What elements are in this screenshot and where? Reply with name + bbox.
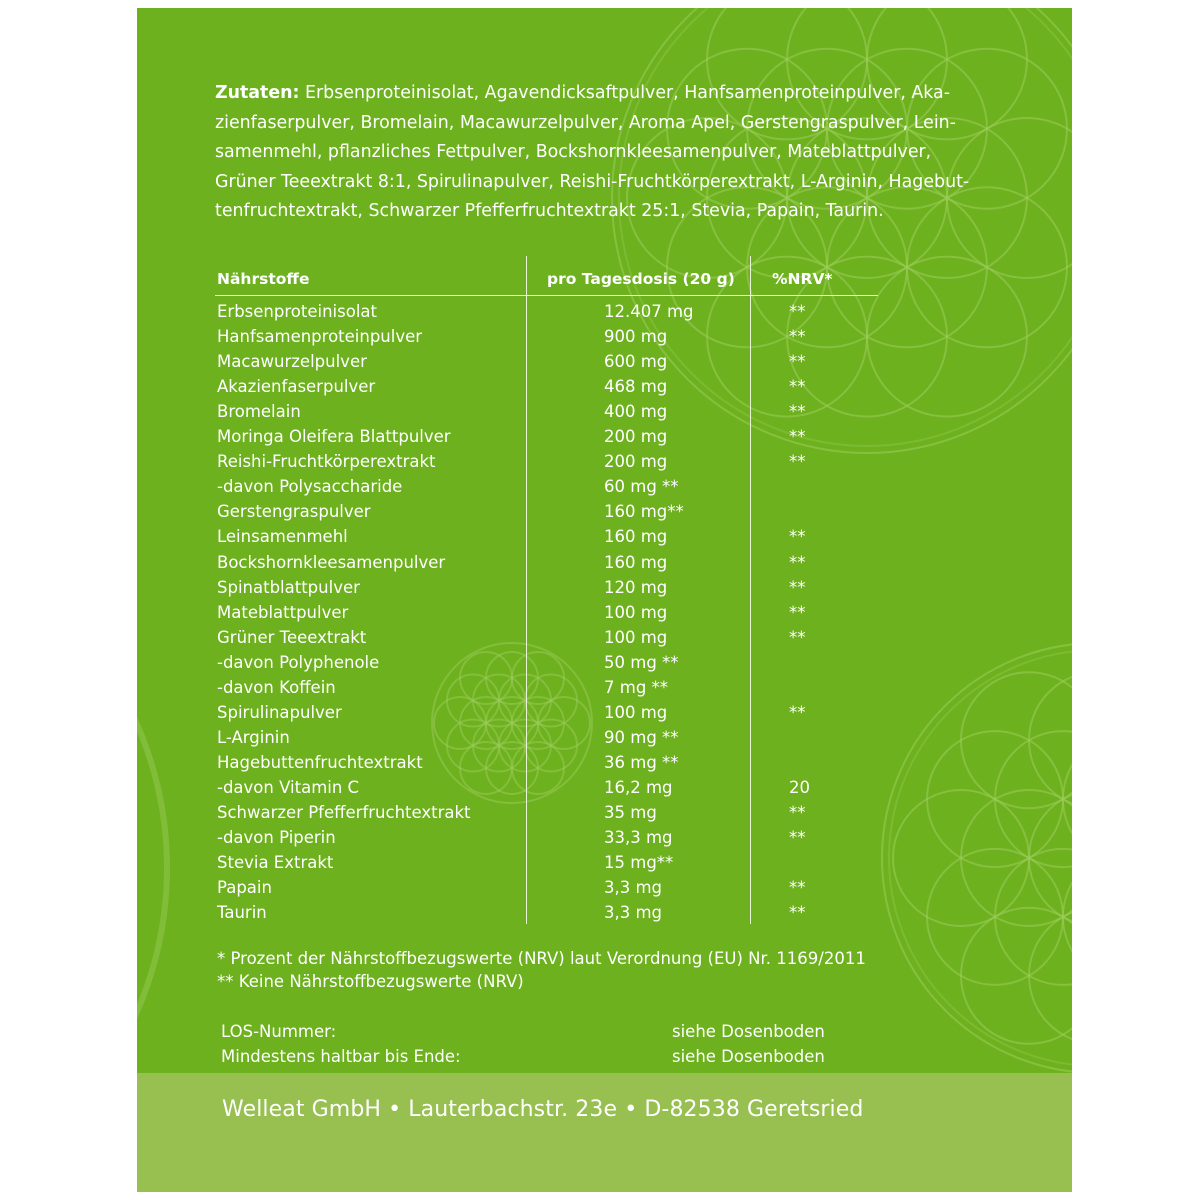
table-row [137,377,1072,402]
nrv-value: ** [789,828,806,848]
nutrient-name: Moringa Oleifera Blattpulver [217,427,451,447]
dose-value: 33,3 mg [604,828,673,848]
nrv-value: ** [789,702,806,722]
nutrient-name: L-Arginin [217,727,290,747]
nrv-value: ** [789,878,806,898]
nrv-value: ** [789,627,806,647]
nrv-value: ** [789,427,806,447]
dose-value: 160 mg [604,552,668,572]
table-row [137,728,1072,753]
dose-value: 100 mg [604,602,668,622]
table-row [137,878,1072,903]
nutrient-name: Hanfsamenproteinpulver [217,327,423,347]
ingredients-line: Grüner Teeextrakt 8:1, Spirulinapulver, Reishi-Fruchtkörperextrakt, L-Arginin, Hagebut- [215,171,970,192]
dose-value: 15 mg** [604,853,674,873]
dose-value: 3,3 mg [604,878,663,898]
nrv-value: ** [789,903,806,923]
dose-value: 600 mg [604,352,668,372]
table-row [137,402,1072,427]
nutrient-name: Leinsamenmehl [217,527,348,547]
nrv-value: ** [789,602,806,622]
nutrient-name: Papain [217,878,272,898]
nutrient-name: Schwarzer Pfefferfruchtextrakt [217,803,471,822]
footnote-no-nrv: ** Keine Nährstoffbezugswerte (NRV) [217,972,524,991]
nrv-value: ** [789,527,806,547]
table-row [137,452,1072,477]
header-nrv: %NRV* [772,270,833,288]
header-nutrients: Nährstoffe [217,270,310,288]
table-row [137,527,1072,552]
table-row [137,553,1072,578]
ingredients-line: Erbsenproteinisolat, Agavendicksaftpulver, Hanfsamenproteinpulver, Aka- [299,83,950,103]
dose-value: 160 mg [604,527,668,547]
nrv-value: ** [789,452,806,472]
dose-value: 90 mg ** [604,727,679,747]
footnote-nrv: * Prozent der Nährstoffbezugswerte (NRV) laut Verordnung (EU) Nr. 1169/2011 [217,949,866,968]
nutrient-name: -davon Koffein [217,677,336,697]
table-row [137,603,1072,628]
best-before-label: Mindestens haltbar bis Ende: [221,1047,461,1066]
table-row [137,678,1072,703]
header-divider [215,295,878,296]
dose-value: 3,3 mg [604,903,663,923]
nutrient-name: Erbsenproteinisolat [217,302,377,321]
dose-value: 200 mg [604,427,668,447]
table-row [137,803,1072,828]
nrv-value: ** [789,302,806,321]
table-row [137,653,1072,678]
dose-value: 160 mg** [604,502,684,522]
nrv-value: ** [789,402,806,422]
dose-value: 35 mg [604,803,657,822]
nutrient-name: Spinatblattpulver [217,577,360,597]
table-row [137,903,1072,928]
dose-value: 468 mg [604,377,668,397]
lot-number-label: LOS-Nummer: [221,1022,337,1041]
table-row [137,853,1072,878]
nrv-value: ** [789,552,806,572]
nutrient-name: Macawurzelpulver [217,352,367,372]
table-row [137,828,1072,853]
nrv-value: ** [789,352,806,372]
nutrient-name: -davon Piperin [217,828,336,848]
dose-value: 60 mg ** [604,477,679,497]
nutrient-name: Mateblattpulver [217,602,349,622]
best-before-value: siehe Dosenboden [672,1047,825,1066]
ingredients-line: zienfaserpulver, Bromelain, Macawurzelpulver, Aroma Apel, Gerstengraspulver, Lein- [215,112,956,133]
dose-value: 400 mg [604,402,668,422]
table-row [137,778,1072,803]
nutrient-name: -davon Polyphenole [217,652,380,672]
nutrient-name: -davon Polysaccharide [217,477,403,497]
nrv-value: ** [789,327,806,347]
dose-value: 100 mg [604,627,668,647]
ingredients-line: tenfruchtextrakt, Schwarzer Pfefferfruchtextrakt 25:1, Stevia, Papain, Taurin. [215,201,884,221]
table-row [137,302,1072,327]
label-panel [137,8,1072,1192]
dose-value: 7 mg ** [604,677,669,697]
nutrient-name: Akazienfaserpulver [217,377,376,397]
ingredients-line: samenmehl, pflanzliches Fettpulver, Bockshornkleesamenpulver, Mateblattpulver, [215,142,932,162]
dose-value: 100 mg [604,702,668,722]
dose-value: 36 mg ** [604,752,679,772]
nutrient-name: Stevia Extrakt [217,853,334,873]
table-row [137,753,1072,778]
table-row [137,502,1072,527]
nutrient-name: -davon Vitamin C [217,777,360,797]
nutrient-name: Bromelain [217,402,301,422]
nrv-value: ** [789,377,806,397]
dose-value: 200 mg [604,452,668,472]
nrv-value: ** [789,577,806,597]
dose-value: 50 mg ** [604,652,679,672]
nutrient-name: Gerstengraspulver [217,502,371,522]
table-row [137,352,1072,377]
table-row [137,628,1072,653]
dose-value: 900 mg [604,327,668,347]
nutrient-name: Grüner Teeextrakt [217,627,367,647]
nutrient-name: Bockshornkleesamenpulver [217,552,446,572]
table-row [137,703,1072,728]
table-row [137,578,1072,603]
nrv-value: 20 [789,777,810,797]
table-row [137,327,1072,352]
dose-value: 16,2 mg [604,777,673,797]
lot-number-value: siehe Dosenboden [672,1022,825,1041]
footer-band [137,1073,1072,1192]
nutrient-name: Hagebuttenfruchtextrakt [217,752,423,772]
dose-value: 120 mg [604,577,668,597]
ingredients-lead: Zutaten: [215,83,300,103]
table-row [137,427,1072,452]
table-row [137,477,1072,502]
nutrient-name: Spirulinapulver [217,702,342,722]
company-address: Welleat GmbH • Lauterbachstr. 23e • D-82538 Geretsried [222,1097,864,1122]
ingredients-text [215,79,995,227]
nutrient-name: Taurin [217,903,267,923]
nutrient-name: Reishi-Fruchtkörperextrakt [217,452,436,472]
dose-value: 12.407 mg [604,302,694,321]
header-daily-dose: pro Tagesdosis (20 g) [547,270,735,288]
nrv-value: ** [789,803,806,822]
